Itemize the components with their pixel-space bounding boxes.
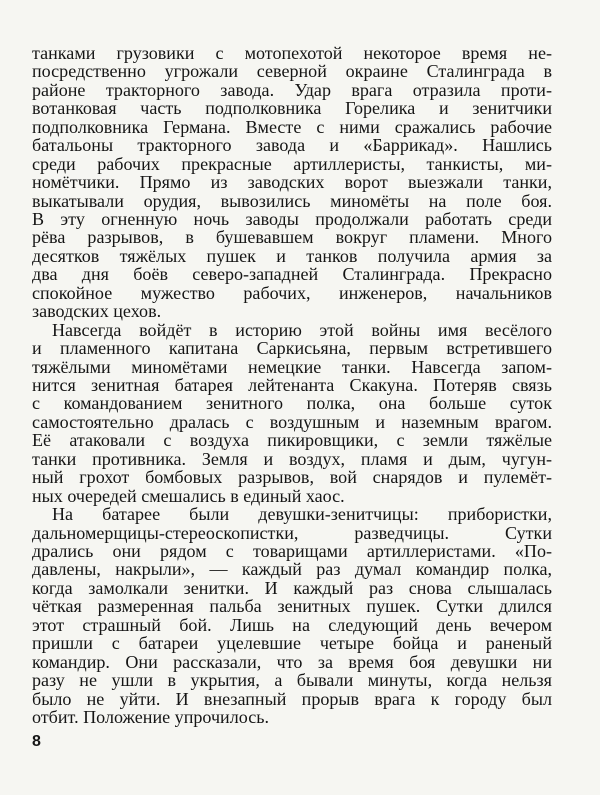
text-line: Её атаковали с воздуха пикировщики, с земли тяжёлые — [32, 430, 552, 451]
text-line: подполковника Германа. Вместе с ними сражались рабочие — [32, 116, 552, 137]
text-line: батальоны тракторного завода и «Баррикад». Нашлись — [32, 135, 552, 156]
text-line: разу не ушли в укрытия, а бывали минуты, когда нельзя — [32, 670, 552, 691]
text-line: номётчики. Прямо из заводских ворот выезжали танки, — [32, 172, 552, 193]
paragraph-first-line: На батарее были девушки-зенитчицы: прибористки, — [52, 504, 552, 525]
text-line: и пламенного капитана Саркисьяна, первым встретившего — [32, 338, 552, 359]
text-line: посредственно угрожали северной окраине Сталинграда в — [32, 61, 552, 82]
text-line: нится зенитная батарея лейтенанта Скакуна. Потеряв связь — [32, 375, 552, 395]
text-line: вотанковая часть подполковника Горелика и зенитчики — [32, 98, 552, 119]
text-line: два дня боёв северо-западней Сталинграда. Прекрасно — [32, 264, 552, 285]
paragraph-first-line: Навсегда войдёт в историю этой войны имя весёлого — [52, 319, 552, 340]
text-line: чёткая размеренная пальба зенитных пушек. Сутки длился — [32, 596, 552, 617]
text-line: дрались они рядом с товарищами артиллеристами. «По- — [32, 541, 552, 561]
text-line: пришли с батареи уцелевшие четыре бойца и раненый — [32, 633, 552, 654]
text-line: спокойное мужество рабочих, инженеров, начальников — [32, 282, 552, 303]
text-line: с командованием зенитного полка, она больше суток — [32, 393, 552, 414]
text-line: когда замолкали зенитки. И каждый раз снова слышалась — [32, 577, 552, 598]
text-line: было не уйти. И внезапный прорыв врага к городу был — [32, 688, 552, 709]
text-line: среди рабочих прекрасные артиллеристы, танкисты, ми- — [32, 153, 552, 174]
text-line: командир. Они рассказали, что за время боя девушки ни — [32, 651, 552, 672]
text-line: отбит. Положение упрочилось. — [32, 707, 269, 727]
text-line: танками грузовики с мотопехотой некоторое время не- — [32, 43, 552, 63]
text-line: заводских цехов. — [32, 301, 162, 322]
text-line: десятков тяжёлых пушек и танков получила армия за — [32, 245, 552, 266]
text-line: дальномерщицы-стереоскопистки, разведчицы. Сутки — [32, 522, 552, 543]
text-line: В эту огненную ночь заводы продолжали работать среди — [32, 209, 552, 229]
text-line: самостоятельно дралась с воздушным и наземным врагом. — [32, 411, 552, 432]
text-line: ных очередей смешались в единый хаос. — [32, 485, 345, 506]
text-line: ный грохот бомбовых разрывов, вой снарядов и пулемёт- — [32, 467, 552, 488]
text-line: давлены, накрыли», — каждый раз думал командир полка, — [32, 559, 552, 580]
text-line: районе тракторного завода. Удар врага отразила проти- — [32, 79, 552, 100]
text-line: танки противника. Земля и воздух, пламя и дым, чугун- — [32, 448, 552, 469]
text-line: выкатывали орудия, вывозились миномёты на поле боя. — [32, 190, 552, 211]
text-line: тяжёлыми миномётами немецкие танки. Навсегда запом- — [32, 356, 552, 377]
text-line: рёва разрывов, в бушевавшем вокруг пламени. Много — [32, 227, 552, 248]
text-line: этот страшный бой. Лишь на следующий день вечером — [32, 614, 552, 635]
page-number: 8 — [32, 733, 41, 750]
